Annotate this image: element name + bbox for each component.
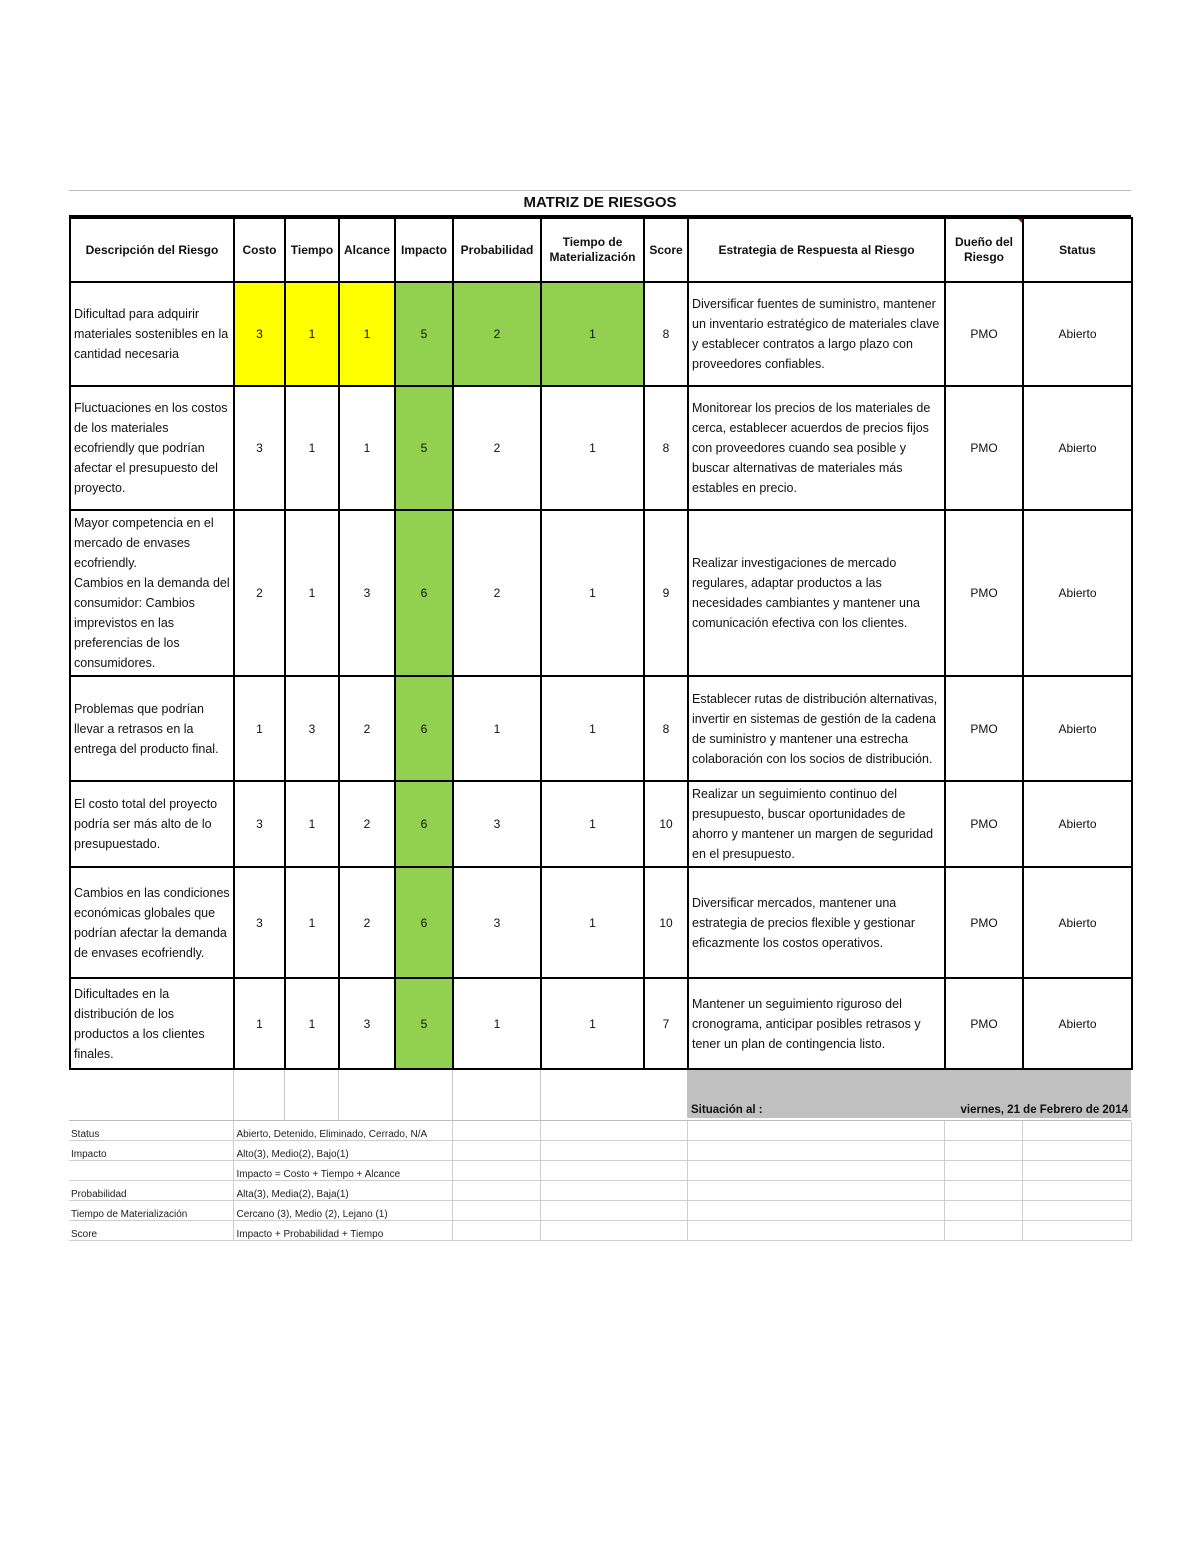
col-header-impacto: Impacto bbox=[395, 218, 453, 282]
situation-label: Situación al : bbox=[691, 1104, 763, 1116]
costo-cell: 1 bbox=[234, 676, 285, 781]
legend-empty-cell bbox=[540, 1181, 687, 1201]
tiempo-cell: 1 bbox=[285, 978, 339, 1069]
legend-empty-cell bbox=[452, 1121, 540, 1141]
strategy-cell: Establecer rutas de distribución alternativas, invertir en sistemas de gestión de la cadena de suministro y mantener una estrecha colaboración con los socios de distribución. bbox=[688, 676, 945, 781]
legend-empty-cell bbox=[944, 1161, 1022, 1181]
legend-row bbox=[69, 1201, 1131, 1221]
risk-description-cell: Dificultad para adquirir materiales sostenibles en la cantidad necesaria bbox=[70, 282, 234, 386]
status-cell: Abierto bbox=[1023, 781, 1132, 867]
score-cell: 7 bbox=[644, 978, 688, 1069]
legend-key bbox=[69, 1161, 233, 1181]
legend-row bbox=[69, 1141, 1131, 1161]
status-cell: Abierto bbox=[1023, 386, 1132, 510]
legend-empty-cell bbox=[1022, 1221, 1131, 1241]
alcance-cell: 1 bbox=[339, 386, 395, 510]
legend-empty-cell bbox=[1022, 1181, 1131, 1201]
col-header-descripcion: Descripción del Riesgo bbox=[70, 218, 234, 282]
col-header-score: Score bbox=[644, 218, 688, 282]
col-header-tiempo: Tiempo bbox=[285, 218, 339, 282]
status-cell: Abierto bbox=[1023, 978, 1132, 1069]
alcance-cell: 2 bbox=[339, 676, 395, 781]
legend-empty-cell bbox=[452, 1181, 540, 1201]
risk-row bbox=[70, 386, 1132, 510]
alcance-cell: 3 bbox=[339, 510, 395, 676]
legend-key: Status bbox=[69, 1121, 233, 1141]
legend-table bbox=[69, 1121, 1132, 1241]
legend-value: Alta(3), Media(2), Baja(1) bbox=[233, 1181, 452, 1201]
col-header-costo: Costo bbox=[234, 218, 285, 282]
tiempo-materializacion-cell: 1 bbox=[541, 386, 644, 510]
legend-empty-cell bbox=[1022, 1141, 1131, 1161]
legend-empty-cell bbox=[1022, 1201, 1131, 1221]
tiempo-materializacion-cell: 1 bbox=[541, 978, 644, 1069]
tiempo-materializacion-cell: 1 bbox=[541, 867, 644, 978]
probabilidad-cell: 3 bbox=[453, 867, 541, 978]
legend-row bbox=[69, 1161, 1131, 1181]
legend-value: Impacto + Probabilidad + Tiempo bbox=[233, 1221, 452, 1241]
legend-empty-cell bbox=[540, 1161, 687, 1181]
legend-value: Alto(3), Medio(2), Bajo(1) bbox=[233, 1141, 452, 1161]
legend-empty-cell bbox=[944, 1201, 1022, 1221]
alcance-cell: 3 bbox=[339, 978, 395, 1069]
situation-bar bbox=[687, 1070, 1131, 1118]
score-cell: 10 bbox=[644, 867, 688, 978]
risk-description-cell: Fluctuaciones en los costos de los materiales ecofriendly que podrían afectar el presupuesto del proyecto. bbox=[70, 386, 234, 510]
strategy-cell: Realizar investigaciones de mercado regulares, adaptar productos a las necesidades cambiantes y mantener una comunicación efectiva con los clientes. bbox=[688, 510, 945, 676]
probabilidad-cell: 2 bbox=[453, 282, 541, 386]
tiempo-materializacion-cell: 1 bbox=[541, 781, 644, 867]
risk-row bbox=[70, 978, 1132, 1069]
legend-empty-cell bbox=[452, 1201, 540, 1221]
risk-row bbox=[70, 510, 1132, 676]
col-header-estrategia: Estrategia de Respuesta al Riesgo bbox=[688, 218, 945, 282]
tiempo-materializacion-cell: 1 bbox=[541, 282, 644, 386]
impacto-cell: 6 bbox=[395, 867, 453, 978]
risk-description-cell: Problemas que podrían llevar a retrasos en la entrega del producto final. bbox=[70, 676, 234, 781]
legend-empty-cell bbox=[540, 1201, 687, 1221]
legend-key: Score bbox=[69, 1221, 233, 1241]
situation-date: viernes, 21 de Febrero de 2014 bbox=[960, 1104, 1128, 1116]
legend-empty-cell bbox=[687, 1141, 944, 1161]
probabilidad-cell: 3 bbox=[453, 781, 541, 867]
tiempo-cell: 1 bbox=[285, 510, 339, 676]
situation-row bbox=[69, 1070, 1131, 1121]
tiempo-materializacion-cell: 1 bbox=[541, 676, 644, 781]
tiempo-cell: 3 bbox=[285, 676, 339, 781]
risk-table bbox=[69, 217, 1133, 1070]
risk-row bbox=[70, 867, 1132, 978]
strategy-cell: Realizar un seguimiento continuo del presupuesto, buscar oportunidades de ahorro y mantener un margen de seguridad en el presupuesto. bbox=[688, 781, 945, 867]
owner-cell: PMO bbox=[945, 978, 1023, 1069]
legend-empty-cell bbox=[944, 1141, 1022, 1161]
legend-key: Probabilidad bbox=[69, 1181, 233, 1201]
col-header-dueno: Dueño del Riesgo bbox=[945, 218, 1023, 282]
legend-value: Abierto, Detenido, Eliminado, Cerrado, N/A bbox=[233, 1121, 452, 1141]
matrix-title: MATRIZ DE RIESGOS bbox=[69, 190, 1131, 217]
legend-empty-cell bbox=[687, 1221, 944, 1241]
legend-empty-cell bbox=[1022, 1121, 1131, 1141]
status-cell: Abierto bbox=[1023, 510, 1132, 676]
risk-row bbox=[70, 781, 1132, 867]
score-cell: 9 bbox=[644, 510, 688, 676]
score-cell: 8 bbox=[644, 282, 688, 386]
alcance-cell: 2 bbox=[339, 781, 395, 867]
impacto-cell: 6 bbox=[395, 676, 453, 781]
strategy-cell: Monitorear los precios de los materiales de cerca, establecer acuerdos de precios fijos con proveedores cuando sea posible y buscar alternativas de materiales más estables en precio. bbox=[688, 386, 945, 510]
legend-empty-cell bbox=[540, 1121, 687, 1141]
impacto-cell: 5 bbox=[395, 978, 453, 1069]
status-cell: Abierto bbox=[1023, 867, 1132, 978]
strategy-cell: Mantener un seguimiento riguroso del cronograma, anticipar posibles retrasos y tener un plan de contingencia listo. bbox=[688, 978, 945, 1069]
legend-key: Tiempo de Materialización bbox=[69, 1201, 233, 1221]
tiempo-cell: 1 bbox=[285, 781, 339, 867]
owner-cell: PMO bbox=[945, 676, 1023, 781]
legend-empty-cell bbox=[452, 1221, 540, 1241]
legend-row bbox=[69, 1181, 1131, 1201]
legend-empty-cell bbox=[452, 1141, 540, 1161]
costo-cell: 3 bbox=[234, 781, 285, 867]
owner-cell: PMO bbox=[945, 282, 1023, 386]
probabilidad-cell: 2 bbox=[453, 510, 541, 676]
impacto-cell: 6 bbox=[395, 510, 453, 676]
legend-key: Impacto bbox=[69, 1141, 233, 1161]
legend-empty-cell bbox=[687, 1201, 944, 1221]
score-cell: 8 bbox=[644, 676, 688, 781]
costo-cell: 3 bbox=[234, 867, 285, 978]
costo-cell: 3 bbox=[234, 282, 285, 386]
owner-cell: PMO bbox=[945, 386, 1023, 510]
legend-empty-cell bbox=[687, 1161, 944, 1181]
risk-description-cell: Cambios en las condiciones económicas globales que podrían afectar la demanda de envases ecofriendly. bbox=[70, 867, 234, 978]
tiempo-cell: 1 bbox=[285, 867, 339, 978]
status-cell: Abierto bbox=[1023, 676, 1132, 781]
impacto-cell: 6 bbox=[395, 781, 453, 867]
tiempo-materializacion-cell: 1 bbox=[541, 510, 644, 676]
legend-empty-cell bbox=[944, 1221, 1022, 1241]
strategy-cell: Diversificar mercados, mantener una estrategia de precios flexible y gestionar eficazmente los costos operativos. bbox=[688, 867, 945, 978]
owner-cell: PMO bbox=[945, 510, 1023, 676]
impacto-cell: 5 bbox=[395, 282, 453, 386]
tiempo-cell: 1 bbox=[285, 386, 339, 510]
col-header-status: Status bbox=[1023, 218, 1132, 282]
col-header-probabilidad: Probabilidad bbox=[453, 218, 541, 282]
header-row bbox=[70, 218, 1132, 282]
costo-cell: 1 bbox=[234, 978, 285, 1069]
alcance-cell: 2 bbox=[339, 867, 395, 978]
col-header-tiempo-materializacion: Tiempo de Materialización bbox=[541, 218, 644, 282]
legend-empty-cell bbox=[540, 1141, 687, 1161]
risk-description-cell: Dificultades en la distribución de los productos a los clientes finales. bbox=[70, 978, 234, 1069]
alcance-cell: 1 bbox=[339, 282, 395, 386]
legend-empty-cell bbox=[687, 1121, 944, 1141]
legend-row bbox=[69, 1121, 1131, 1141]
costo-cell: 3 bbox=[234, 386, 285, 510]
risk-row bbox=[70, 676, 1132, 781]
probabilidad-cell: 1 bbox=[453, 676, 541, 781]
risk-row bbox=[70, 282, 1132, 386]
probabilidad-cell: 1 bbox=[453, 978, 541, 1069]
legend-value: Cercano (3), Medio (2), Lejano (1) bbox=[233, 1201, 452, 1221]
legend-empty-cell bbox=[540, 1221, 687, 1241]
risk-description-cell: El costo total del proyecto podría ser más alto de lo presupuestado. bbox=[70, 781, 234, 867]
risk-description-cell: Mayor competencia en el mercado de envases ecofriendly. Cambios en la demanda del consumidor: Cambios imprevistos en las preferencias de los consumidores. bbox=[70, 510, 234, 676]
strategy-cell: Diversificar fuentes de suministro, mantener un inventario estratégico de materiales clave y establecer contratos a largo plazo con proveedores confiables. bbox=[688, 282, 945, 386]
legend-row bbox=[69, 1221, 1131, 1241]
risk-matrix-sheet bbox=[69, 190, 1131, 1241]
status-cell: Abierto bbox=[1023, 282, 1132, 386]
score-cell: 10 bbox=[644, 781, 688, 867]
impacto-cell: 5 bbox=[395, 386, 453, 510]
legend-empty-cell bbox=[452, 1161, 540, 1181]
score-cell: 8 bbox=[644, 386, 688, 510]
owner-cell: PMO bbox=[945, 867, 1023, 978]
legend-value: Impacto = Costo + Tiempo + Alcance bbox=[233, 1161, 452, 1181]
col-header-alcance: Alcance bbox=[339, 218, 395, 282]
probabilidad-cell: 2 bbox=[453, 386, 541, 510]
tiempo-cell: 1 bbox=[285, 282, 339, 386]
legend-empty-cell bbox=[944, 1121, 1022, 1141]
legend-empty-cell bbox=[944, 1181, 1022, 1201]
legend-empty-cell bbox=[1022, 1161, 1131, 1181]
costo-cell: 2 bbox=[234, 510, 285, 676]
owner-cell: PMO bbox=[945, 781, 1023, 867]
legend-empty-cell bbox=[687, 1181, 944, 1201]
